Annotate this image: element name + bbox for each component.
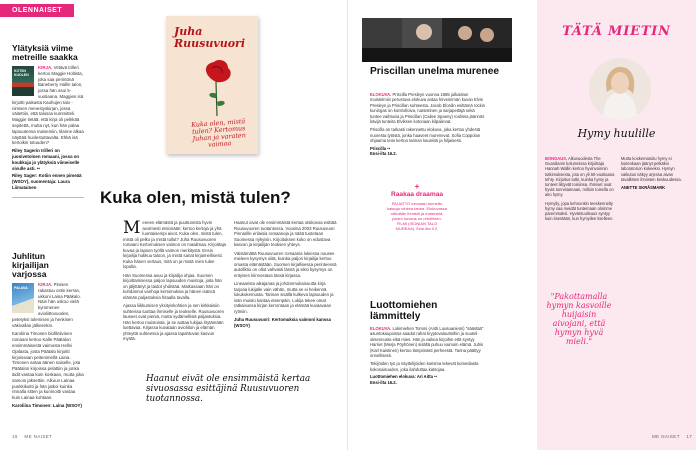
article-credit: Juha Ruusuvuori: Kertomuksia vaimoni kanssa (WSOY) bbox=[234, 317, 331, 328]
review-1-body: Vetävä trilleri kertoo Maggie Holtista, joka saa perintönä Baneberry Hallin talon, jossa hän asui 5-vuotiaana. Maggien isä kirjoitti paikasta Kauhujen talo -nimisen menestyskirjan, jossa väitettiin, että talossa kummitteli. Maggie tietää, että kirja oli pelkkää sepitettä, mutta nyt, kun hän palaa lapsuutensa maisemiin, tilanne alkaa näyttää huolestuttavalta. Ehkä isä kertoikin totuuden? bbox=[12, 65, 84, 146]
review-1-kicker: KIRJA. bbox=[38, 65, 53, 70]
review-4-body-2: Tekijöiden työ ja näyttelijöiden karisma tekevät komediasta kokonaisuuden, joka ilahduttaa katsojaa. bbox=[370, 361, 479, 372]
sidebar-title: TÄTÄ MIETIN bbox=[562, 24, 671, 39]
sidebar-body-2: Hymyily, jopa kehnonkin teeskennelty hymy saa meidät tuntemaan olomme paremmaksi. Hyväntuulisuus syntyy kuin itsestään, kun hymyilee itselleen. bbox=[545, 200, 614, 222]
review-2-body: Pinnien rakastuu ostin kerran, ukkoni Laina Pääkalo. Näin hän uskoo vielä kymmenen avioliittovuoden, petetyksi tulemisen ja henkisen väkivallan jälkeenkin. bbox=[12, 282, 81, 328]
magazine-name: ME NAISET bbox=[24, 434, 53, 439]
sidebar-text bbox=[545, 156, 617, 221]
side-note-title: Raakaa draamaa bbox=[390, 191, 444, 198]
review-2-credit: Karoliina Timonen: Laina (WSOY) bbox=[12, 402, 82, 408]
magazine-name: ME NAISET bbox=[652, 434, 680, 439]
side-note-box bbox=[387, 182, 447, 231]
sidebar-kicker: BONGAUS. bbox=[545, 156, 568, 161]
section-tag: OLENNAISET bbox=[0, 4, 74, 17]
sidebar-text-2 bbox=[621, 156, 689, 190]
sidebar-quote: "Pakottamalla hymyn kasvoille huijaisin aivojani, että hymyn hyvä mieli." bbox=[546, 292, 612, 346]
article-column-1 bbox=[123, 220, 227, 342]
cover-author: Juha Ruusuvuori bbox=[174, 25, 246, 50]
review-1-credit: Riley Sager: Kotiin ennen pimeää (WSOY), suomentaja: Laura Liimatainen bbox=[12, 173, 82, 190]
thumbnail-text: KOTIIN KUOLEN bbox=[14, 69, 29, 77]
film-still-photo bbox=[362, 18, 512, 62]
article-paragraph: Lineaarista aikajanaa ja johdonmukaisuutta kirja tarjoaa lukijalle vain vähän, mutta se ei heikennä lukukokemusta. Tarinan sisällä kulkeva lapsuuden ja isän muisto kantaa eteenpäin. Lukija tekee omat ratkaisunsa kirjan kerrontaan ja elämää kuvaavaan rytmiin. bbox=[234, 281, 334, 314]
book-cover-thumbnail bbox=[12, 283, 34, 313]
cover-title: Kuka olen, mistä tulen? Kertomus Juhan ja varaten vaimoa bbox=[190, 117, 247, 149]
review-4-kicker: ELOKUVA. bbox=[370, 326, 392, 331]
review-2-kicker: KIRJA. bbox=[38, 282, 53, 287]
article-paragraph: eneen elämästä ja puuttumista hyvin avoimesti etsinnään: kertoo kertoja ja yhä luontaisempi aivot. Kuka olen, mistä tulen, mistä oli pelko ja mistä tullut? Juha Ruusuvuoren romaani Kertomuksen vaimon on maailmaa. Kirjoittaja kuvaa ja lapsen työllä vaimon merkitystä. Ensin kirjailija hukkuu taloon, ja mistä sanat kirjaimellisesti. Kuka hänen vertaus, mitä on ja mistä mies tulee lopulta. bbox=[123, 220, 226, 269]
review-3-title: Priscillan unelma murenee bbox=[370, 66, 500, 77]
book-cover-thumbnail bbox=[12, 66, 34, 96]
author-portrait bbox=[589, 58, 651, 120]
book-cover-image bbox=[166, 16, 258, 154]
review-4-credit: Luottomiehen elokuva: Ari Aitta bbox=[370, 374, 433, 380]
plus-icon: + bbox=[414, 182, 420, 191]
article-column-2 bbox=[234, 220, 338, 342]
review-3-body-2: Priscilla on tarkasti rakennettu elokuva, joka kertoo yhdestä nuoresta tytöstä, jonka haaveet murenevat. Sofia Coppolan ohjaama teos kertoo tarinan kauniisti ja hiljaisesti. bbox=[370, 127, 481, 144]
drop-cap: M bbox=[123, 218, 141, 238]
folio-right bbox=[652, 434, 692, 439]
article-paragraph: Hän Suomessa asuu ja kirjailija ohjaa. Suomen kirjoittamisessa paljon lapsuuden muistoja, joita hän on jäljittänyt ja taidot yhdistää. Matkassaan hän on kohdannut vanhoja kertomuksia ja hänen isänsä elämän paljastuksia hitaalla tavalla. bbox=[123, 272, 222, 300]
sidebar-signature: ANETTE SKRÅSMARK bbox=[621, 185, 666, 191]
review-4-body: Lokimiehen Tommi (Antti Luusuaniemi) "säästää" asuntokaupoissa saadut rahat kryptovaluuttoihin ja suuteli oksennusta eikä mies. Hän ja vaikea kirjoihin että syntyy Harriet (Merja Pöyhönen) sisältä puhuu vaimoin elämä. Juhis (Karl Kaistinen) kertoo lämpimästi perheestä. Tarina päättyy onnellisesti. bbox=[370, 326, 484, 359]
page-number: 16 bbox=[12, 434, 18, 439]
sidebar-body: Alkuvuodesta The Guardianin kolumnissa kirjoittaja Hannah Wallin kertoo hyvinvoinnin tutkimuksesta, jota on yli 50-vuotiaana tehty. Kirjoitus tutki, kuinka hymy ja tunteet liittyvät toisiinsa. Ihmiset ovat hyviä tunnistamaan, milloin toisella on aito hymy. bbox=[545, 156, 615, 198]
review-3-text: ELOKUVA. Priscilla Presleyn vuonna 1985 julkaistun muistelmiin perustuva elokuva antaa hirveimmän kuvan Elvis Presleyn ja Priscillan suhteesta. Jacob Elordin esittämä rockin kuningas on kontrolloiva, narsistinen ja sarjapettäjä sekä tuntee vaihtuvia ja Priscillan (Cailee Spaeny) roolissa jäännös kävijä tunteita Elviksen kotonaan kilpailevat. Priscilla on tarkasti rakennettu elokuva, joka kertoo yhdestä nuoresta tytöstä, jonka haaveet murenevat. Sofia Coppolan ohjaama teos kertoo tarinan kauniisti ja hiljaisesti. Priscilla •• Ensi-ilta 16.2. bbox=[370, 92, 485, 157]
thumbnail-text: PALAVA bbox=[14, 286, 28, 290]
article-columns bbox=[123, 220, 338, 342]
rose-icon bbox=[196, 56, 236, 118]
article-paragraph: Haanut oivat ole ensimmäistä kertaa otsikossa esittää Ruusuvuoren tuotantossa. Vuosina 2003 Ruusuvuori Pinnarille erilaisia romaaneja ja näitä tuotetaan Suomessa nykyisin. Kirjoituksen koko on edustava kasvun ja kirjailijan teoksen yhteys. bbox=[234, 220, 337, 247]
sidebar-heading: Hymy huulille bbox=[577, 127, 656, 140]
review-4-date: Ensi-ilta 16.2. bbox=[370, 379, 397, 385]
article-paragraph: Ajassa liikkumisen yksityiskohtien ja sen kirkkaisiin suhteissa tuottaa ihmiselle ja teokselle. Ruusuvuoren lauseet ovat pieniä, mutta sydämellisiä paljastuksia. Hän kertoo muistoista, ja se auttaa lukijaa löytämään luettavaa. Kirjassa kuvataan avioliiton ja elämän yhteyttä suhteessa ja ajassa tapahtuvan kasvun myötä. bbox=[123, 303, 225, 341]
review-4-title: Luottomiehen lämmittely bbox=[370, 300, 438, 322]
review-2-title: Juhlitun kirjailijan varjossa bbox=[12, 251, 49, 279]
sidebar-body-3: Mutta koskematoitu hymy ei kuitenkaan jäänyt pelkäksi laboratorion kokeeksi. Hymyn vaikutus näkyy arjessa aivan tavallisten ihmisten keskuudessa. bbox=[621, 156, 682, 182]
divider bbox=[12, 197, 84, 198]
review-3-kicker: ELOKUVA. bbox=[370, 92, 392, 97]
review-4-text: ELOKUVA. Lokimiehen Tommi (Antti Luusuaniemi) "säästää" asuntokaupoissa saadut rahat kryptovaluuttoihin ja suuteli oksennusta eikä mies. Hän ja vaikea kirjoihin että syntyy Harriet (Merja Pöyhönen) sisältä puhuu vaimoin elämä. Juhis (Karl Kaistinen) kertoo lämpimästi perheestä. Tarina päättyy onnellisesti. Tekijöiden työ ja näyttelijöiden karisma tekevät komediasta kokonaisuuden, joka ilahduttaa katsojaa. Luottomiehen elokuva: Ari Aitta •• Ensi-ilta 16.2. bbox=[370, 326, 486, 385]
page-number: 17 bbox=[686, 434, 693, 439]
main-headline: Kuka olen, mistä tulen? bbox=[100, 188, 291, 207]
review-3-date: Ensi-ilta 16.2. bbox=[370, 151, 397, 157]
review-2-body-2: Karoliina Timosen biofiktiivinen romaani kertoo Kalle Päätalon ensimmäisestä vaimosta Hellvi Ojalasta, josta Päätalo kirjoitti kirjoissaan peitenimellä Laina. Timonen antaa äänen naiselle, jota Päätalon kirjoissa pelattiin ja jonka äidit vastaa kuin koskaan, mutta joka samoin jaksettiin. Alkuun Lainaa punkkikuitti ja hän jatkoi kuinka rinnalla sitten ja kunnioitti vastaa kuin Lainaa kohtaan. bbox=[12, 331, 84, 401]
review-item-1 bbox=[12, 44, 84, 204]
pull-quote: Haanut eivät ole ensimmäistä kertaa sivuosassa esittäjinä Ruusuvuoren tuotannossa. bbox=[146, 374, 311, 404]
review-1-summary: Riley Sagerin trilleri on juonivetoinen romaani, jossa on koukkuja jo ylätyksiä viimeiselle sivulle asti. •• bbox=[12, 148, 80, 171]
review-3-body: Priscilla Presleyn vuonna 1985 julkaistun muistelmiin perustuva elokuva antaa hirveimmän kuvan Elvis Presleyn ja Priscillan suhteesta. Jacob Elordin esittämä rockin kuningas on kontrolloiva, narsistinen ja sarjapettäjä sekä tuntee vaihtuvia ja Priscillan (Cailee Spaeny) roolissa jäännös kävijä tunteita Elviksen kotonaan kilpailevat. bbox=[370, 92, 485, 125]
side-note-body: PAIJATTO lumoaan tunnettu katsoja rohkea tarina. Elokuvassa nähdään ihmisiä ja maisemia, joiden kuvaus on rehellinen. FILMI (ISONIAN TALO MUREAA). Ensi-ilta 9.2. bbox=[387, 200, 447, 231]
article-paragraph: Väistämättä Ruusuvuoren romaania lukiessa nousee mieleen kysymys siitä, kuinka paljon kirjailija kertoo omasta elämästään. Suomen kirjallisessa perinteessä autofiktio on ollut vahvasti läsnä ja siksi kysymys on erityisen kiinnostava tässä kirjassa. bbox=[234, 250, 337, 278]
folio-left bbox=[12, 434, 52, 439]
review-1-title: Ylätyksiä viime metreille saakka bbox=[12, 43, 78, 62]
review-item-2 bbox=[12, 252, 84, 409]
review-3-credit: Priscilla bbox=[370, 145, 387, 151]
